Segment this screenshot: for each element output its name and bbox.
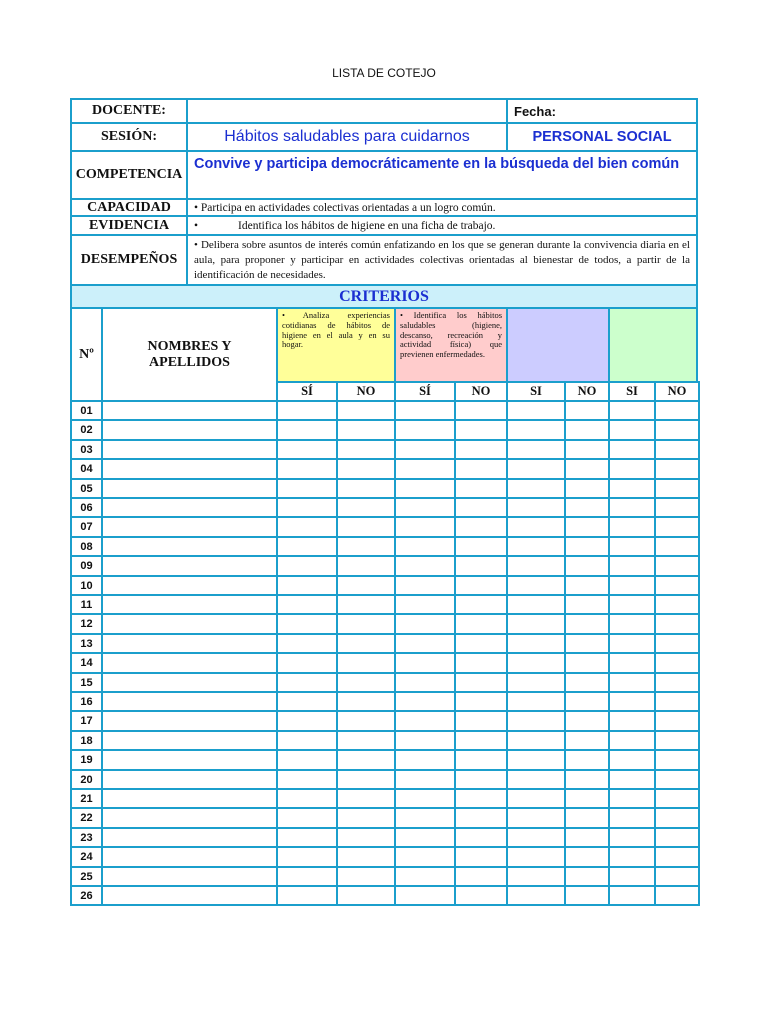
yes-check-cell[interactable] [276,478,338,499]
yes-check-cell[interactable] [394,730,456,751]
student-name-field[interactable] [101,866,278,887]
yes-check-cell[interactable] [506,575,566,596]
yes-check-cell[interactable] [506,516,566,538]
yes-check-cell[interactable] [394,613,456,635]
yes-check-cell[interactable] [394,478,456,499]
no-check-cell[interactable] [336,827,396,848]
yes-check-cell[interactable] [276,536,338,557]
no-check-cell[interactable] [454,613,508,635]
yes-check-cell[interactable] [394,419,456,441]
evidencia-bullet: • [194,219,199,232]
no-check-cell[interactable] [454,769,508,790]
student-name-field[interactable] [101,846,278,868]
no-check-cell[interactable] [336,419,396,441]
row-number: 01 [70,400,103,421]
no-check-cell[interactable] [654,710,700,732]
student-name-field[interactable] [101,788,278,809]
yes-check-cell[interactable] [276,613,338,635]
yes-check-cell[interactable] [608,555,656,577]
no-check-cell[interactable] [564,885,610,906]
no-check-cell[interactable] [454,846,508,868]
no-check-cell[interactable] [454,827,508,848]
yes-check-cell[interactable] [276,710,338,732]
student-name-field[interactable] [101,769,278,790]
no-check-cell[interactable] [336,788,396,809]
yes-check-cell[interactable] [608,594,656,615]
no-check-cell[interactable] [336,594,396,615]
no-check-cell[interactable] [654,575,700,596]
no-check-cell[interactable] [654,885,700,906]
names-header: NOMBRES Y APELLIDOS [101,307,278,402]
no-check-cell[interactable] [564,400,610,421]
no-check-cell[interactable] [454,866,508,887]
evidencia-value: Identifica los hábitos de higiene en una ficha de trabajo. [238,219,496,232]
no-check-cell[interactable] [454,594,508,615]
no-check-cell[interactable] [564,730,610,751]
yes-check-cell[interactable] [506,730,566,751]
capacidad-label: CAPACIDAD [70,198,188,217]
yes-check-cell[interactable] [394,652,456,674]
desempenos-value: • Delibera sobre asuntos de interés común enfatizando en los que se generan durante la convivencia diaria en el aula, para proponer y participar en actividades colectivas orientadas al bienestar de todos, a partir de la identificación de necesidades. [186,234,698,286]
no-check-cell[interactable] [336,400,396,421]
student-name-field[interactable] [101,691,278,712]
no-check-cell[interactable] [454,516,508,538]
no-check-cell[interactable] [336,672,396,693]
criterios-header: CRITERIOS [70,284,698,309]
yes-check-cell[interactable] [608,672,656,693]
no-check-cell[interactable] [454,788,508,809]
criterion-1: • Analiza experiencias cotidianas de hábitos de higiene en el aula y en su hogar. [276,307,396,383]
no-check-cell[interactable] [564,710,610,732]
student-name-field[interactable] [101,536,278,557]
yes-check-cell[interactable] [276,691,338,712]
student-name-field[interactable] [101,807,278,829]
no-check-cell[interactable] [336,458,396,480]
student-name-field[interactable] [101,439,278,460]
student-name-field[interactable] [101,478,278,499]
yes-check-cell[interactable] [276,749,338,771]
yes-check-cell[interactable] [608,788,656,809]
no-check-cell[interactable] [654,807,700,829]
no-check-cell[interactable] [454,807,508,829]
no-check-cell[interactable] [654,730,700,751]
yes-check-cell[interactable] [608,458,656,480]
yes-check-cell[interactable] [276,827,338,848]
sesion-label: SESIÓN: [70,122,188,152]
yes-check-cell[interactable] [276,633,338,654]
row-number: 20 [70,769,103,790]
no-check-cell[interactable] [336,866,396,887]
no-check-cell[interactable] [564,652,610,674]
competencia-label: COMPETENCIA [70,150,188,200]
no-check-cell[interactable] [654,827,700,848]
yes-check-cell[interactable] [608,730,656,751]
student-name-field[interactable] [101,497,278,518]
no-column-header: NO [654,381,700,402]
student-name-field[interactable] [101,827,278,848]
yes-check-cell[interactable] [394,769,456,790]
yes-check-cell[interactable] [394,807,456,829]
no-check-cell[interactable] [654,846,700,868]
capacidad-value: • Participa en actividades colectivas orientadas a un logro común. [186,198,698,217]
yes-check-cell[interactable] [506,691,566,712]
no-check-cell[interactable] [564,613,610,635]
row-number: 15 [70,672,103,693]
no-check-cell[interactable] [564,458,610,480]
criterion-4 [608,307,698,383]
yes-check-cell[interactable] [276,652,338,674]
yes-check-cell[interactable] [394,710,456,732]
no-check-cell[interactable] [336,710,396,732]
no-column-header: NO [564,381,610,402]
yes-check-cell[interactable] [506,555,566,577]
no-check-cell[interactable] [454,730,508,751]
yes-check-cell[interactable] [394,458,456,480]
no-check-cell[interactable] [654,478,700,499]
yes-check-cell[interactable] [506,478,566,499]
no-check-cell[interactable] [654,672,700,693]
yes-check-cell[interactable] [506,633,566,654]
no-check-cell[interactable] [654,866,700,887]
yes-check-cell[interactable] [506,749,566,771]
no-check-cell[interactable] [564,807,610,829]
row-number: 21 [70,788,103,809]
no-check-cell[interactable] [654,788,700,809]
yes-check-cell[interactable] [608,691,656,712]
yes-check-cell[interactable] [608,400,656,421]
yes-check-cell[interactable] [608,710,656,732]
yes-check-cell[interactable] [506,458,566,480]
yes-check-cell[interactable] [608,866,656,887]
row-number: 02 [70,419,103,441]
yes-check-cell[interactable] [608,633,656,654]
no-check-cell[interactable] [654,419,700,441]
yes-check-cell[interactable] [394,672,456,693]
criterion-2: • Identifica los hábitos saludables (higiene, descanso, recreación y actividad física) que previenen enfermedades. [394,307,508,383]
yes-check-cell[interactable] [506,672,566,693]
yes-check-cell[interactable] [394,885,456,906]
yes-check-cell[interactable] [276,885,338,906]
yes-check-cell[interactable] [394,827,456,848]
row-number: 10 [70,575,103,596]
no-check-cell[interactable] [454,885,508,906]
no-check-cell[interactable] [564,419,610,441]
yes-check-cell[interactable] [394,749,456,771]
yes-check-cell[interactable] [608,439,656,460]
yes-check-cell[interactable] [394,439,456,460]
yes-check-cell[interactable] [506,827,566,848]
yes-check-cell[interactable] [394,866,456,887]
no-check-cell[interactable] [654,594,700,615]
row-number: 23 [70,827,103,848]
no-check-cell[interactable] [564,478,610,499]
no-check-cell[interactable] [654,516,700,538]
no-check-cell[interactable] [336,536,396,557]
no-check-cell[interactable] [336,749,396,771]
row-number: 06 [70,497,103,518]
no-check-cell[interactable] [454,478,508,499]
student-name-field[interactable] [101,633,278,654]
row-number: 24 [70,846,103,868]
yes-check-cell[interactable] [276,439,338,460]
no-check-cell[interactable] [454,419,508,441]
yes-check-cell[interactable] [276,458,338,480]
student-name-field[interactable] [101,555,278,577]
no-check-cell[interactable] [564,497,610,518]
no-check-cell[interactable] [564,691,610,712]
row-number: 09 [70,555,103,577]
no-check-cell[interactable] [654,613,700,635]
student-name-field[interactable] [101,516,278,538]
no-check-cell[interactable] [454,652,508,674]
yes-check-cell[interactable] [394,575,456,596]
no-check-cell[interactable] [454,749,508,771]
row-number: 19 [70,749,103,771]
yes-check-cell[interactable] [276,555,338,577]
yes-check-cell[interactable] [394,594,456,615]
yes-column-header: SI [506,381,566,402]
yes-column-header: SI [608,381,656,402]
no-check-cell[interactable] [454,497,508,518]
student-name-field[interactable] [101,419,278,441]
no-check-cell[interactable] [336,478,396,499]
no-check-cell[interactable] [564,575,610,596]
yes-check-cell[interactable] [394,400,456,421]
yes-check-cell[interactable] [506,536,566,557]
row-number: 11 [70,594,103,615]
row-number: 04 [70,458,103,480]
number-header: Nº [70,307,103,402]
yes-check-cell[interactable] [608,497,656,518]
no-check-cell[interactable] [564,536,610,557]
row-number: 26 [70,885,103,906]
no-check-cell[interactable] [654,400,700,421]
student-name-field[interactable] [101,594,278,615]
yes-check-cell[interactable] [608,478,656,499]
yes-check-cell[interactable] [506,400,566,421]
row-number: 14 [70,652,103,674]
yes-check-cell[interactable] [394,497,456,518]
yes-check-cell[interactable] [276,807,338,829]
student-name-field[interactable] [101,749,278,771]
yes-check-cell[interactable] [506,594,566,615]
docente-field[interactable] [186,98,508,124]
row-number: 17 [70,710,103,732]
no-check-cell[interactable] [454,633,508,654]
no-check-cell[interactable] [654,691,700,712]
no-check-cell[interactable] [454,575,508,596]
yes-check-cell[interactable] [276,769,338,790]
yes-check-cell[interactable] [608,807,656,829]
no-check-cell[interactable] [564,866,610,887]
yes-check-cell[interactable] [276,672,338,693]
desempenos-label: DESEMPEÑOS [70,234,188,286]
no-check-cell[interactable] [654,652,700,674]
yes-check-cell[interactable] [394,536,456,557]
no-check-cell[interactable] [564,788,610,809]
yes-check-cell[interactable] [394,691,456,712]
yes-check-cell[interactable] [394,633,456,654]
yes-check-cell[interactable] [276,419,338,441]
evidencia-value-cell [186,215,698,236]
no-check-cell[interactable] [654,439,700,460]
row-number: 08 [70,536,103,557]
yes-check-cell[interactable] [276,866,338,887]
yes-check-cell[interactable] [506,652,566,674]
no-check-cell[interactable] [336,439,396,460]
yes-check-cell[interactable] [608,846,656,868]
yes-check-cell[interactable] [608,536,656,557]
no-check-cell[interactable] [336,652,396,674]
row-number: 05 [70,478,103,499]
yes-check-cell[interactable] [276,400,338,421]
row-number: 22 [70,807,103,829]
student-name-field[interactable] [101,575,278,596]
yes-check-cell[interactable] [608,749,656,771]
yes-check-cell[interactable] [608,885,656,906]
yes-check-cell[interactable] [608,827,656,848]
yes-check-cell[interactable] [506,807,566,829]
no-check-cell[interactable] [654,633,700,654]
yes-check-cell[interactable] [394,516,456,538]
row-number: 13 [70,633,103,654]
no-check-cell[interactable] [654,497,700,518]
yes-check-cell[interactable] [276,497,338,518]
yes-check-cell[interactable] [506,419,566,441]
yes-check-cell[interactable] [506,439,566,460]
no-check-cell[interactable] [336,807,396,829]
no-check-cell[interactable] [336,730,396,751]
yes-check-cell[interactable] [394,788,456,809]
sesion-value: Hábitos saludables para cuidarnos [186,122,508,152]
no-check-cell[interactable] [336,613,396,635]
no-check-cell[interactable] [454,400,508,421]
student-name-field[interactable] [101,730,278,751]
yes-check-cell[interactable] [506,769,566,790]
yes-check-cell[interactable] [608,516,656,538]
no-check-cell[interactable] [454,672,508,693]
area-label: PERSONAL SOCIAL [506,122,698,152]
no-check-cell[interactable] [336,769,396,790]
yes-check-cell[interactable] [506,613,566,635]
student-name-field[interactable] [101,672,278,693]
yes-column-header: SÍ [276,381,338,402]
no-column-header: NO [454,381,508,402]
no-check-cell[interactable] [336,575,396,596]
yes-check-cell[interactable] [276,575,338,596]
no-check-cell[interactable] [654,536,700,557]
yes-check-cell[interactable] [506,885,566,906]
no-check-cell[interactable] [564,439,610,460]
competencia-value: Convive y participa democráticamente en la búsqueda del bien común [186,150,698,200]
no-check-cell[interactable] [336,885,396,906]
no-check-cell[interactable] [454,691,508,712]
no-check-cell[interactable] [654,555,700,577]
yes-check-cell[interactable] [506,497,566,518]
yes-check-cell[interactable] [506,710,566,732]
no-column-header: NO [336,381,396,402]
no-check-cell[interactable] [336,516,396,538]
no-check-cell[interactable] [454,536,508,557]
no-check-cell[interactable] [564,827,610,848]
row-number: 12 [70,613,103,635]
no-check-cell[interactable] [454,439,508,460]
no-check-cell[interactable] [454,555,508,577]
student-name-field[interactable] [101,885,278,906]
yes-check-cell[interactable] [276,730,338,751]
no-check-cell[interactable] [564,769,610,790]
row-number: 16 [70,691,103,712]
no-check-cell[interactable] [336,555,396,577]
yes-check-cell[interactable] [506,866,566,887]
fecha-label: Fecha: [506,98,698,124]
student-name-field[interactable] [101,613,278,635]
page-title: LISTA DE COTEJO [332,66,436,80]
yes-check-cell[interactable] [276,516,338,538]
no-check-cell[interactable] [654,769,700,790]
yes-check-cell[interactable] [608,419,656,441]
yes-check-cell[interactable] [394,555,456,577]
no-check-cell[interactable] [564,555,610,577]
no-check-cell[interactable] [336,497,396,518]
row-number: 25 [70,866,103,887]
docente-label: DOCENTE: [70,98,188,124]
yes-check-cell[interactable] [608,575,656,596]
no-check-cell[interactable] [654,458,700,480]
criterion-3 [506,307,610,383]
no-check-cell[interactable] [564,516,610,538]
row-number: 07 [70,516,103,538]
yes-check-cell[interactable] [276,594,338,615]
yes-column-header: SÍ [394,381,456,402]
yes-check-cell[interactable] [608,613,656,635]
yes-check-cell[interactable] [506,788,566,809]
no-check-cell[interactable] [564,633,610,654]
no-check-cell[interactable] [336,846,396,868]
no-check-cell[interactable] [564,846,610,868]
student-name-field[interactable] [101,400,278,421]
no-check-cell[interactable] [564,672,610,693]
yes-check-cell[interactable] [276,846,338,868]
no-check-cell[interactable] [564,594,610,615]
row-number: 18 [70,730,103,751]
student-name-field[interactable] [101,458,278,480]
no-check-cell[interactable] [564,749,610,771]
yes-check-cell[interactable] [394,846,456,868]
yes-check-cell[interactable] [608,652,656,674]
no-check-cell[interactable] [454,710,508,732]
no-check-cell[interactable] [336,691,396,712]
no-check-cell[interactable] [454,458,508,480]
yes-check-cell[interactable] [608,769,656,790]
evidencia-label: EVIDENCIA [70,215,188,236]
row-number: 03 [70,439,103,460]
no-check-cell[interactable] [336,633,396,654]
student-name-field[interactable] [101,652,278,674]
yes-check-cell[interactable] [506,846,566,868]
student-name-field[interactable] [101,710,278,732]
no-check-cell[interactable] [654,749,700,771]
yes-check-cell[interactable] [276,788,338,809]
